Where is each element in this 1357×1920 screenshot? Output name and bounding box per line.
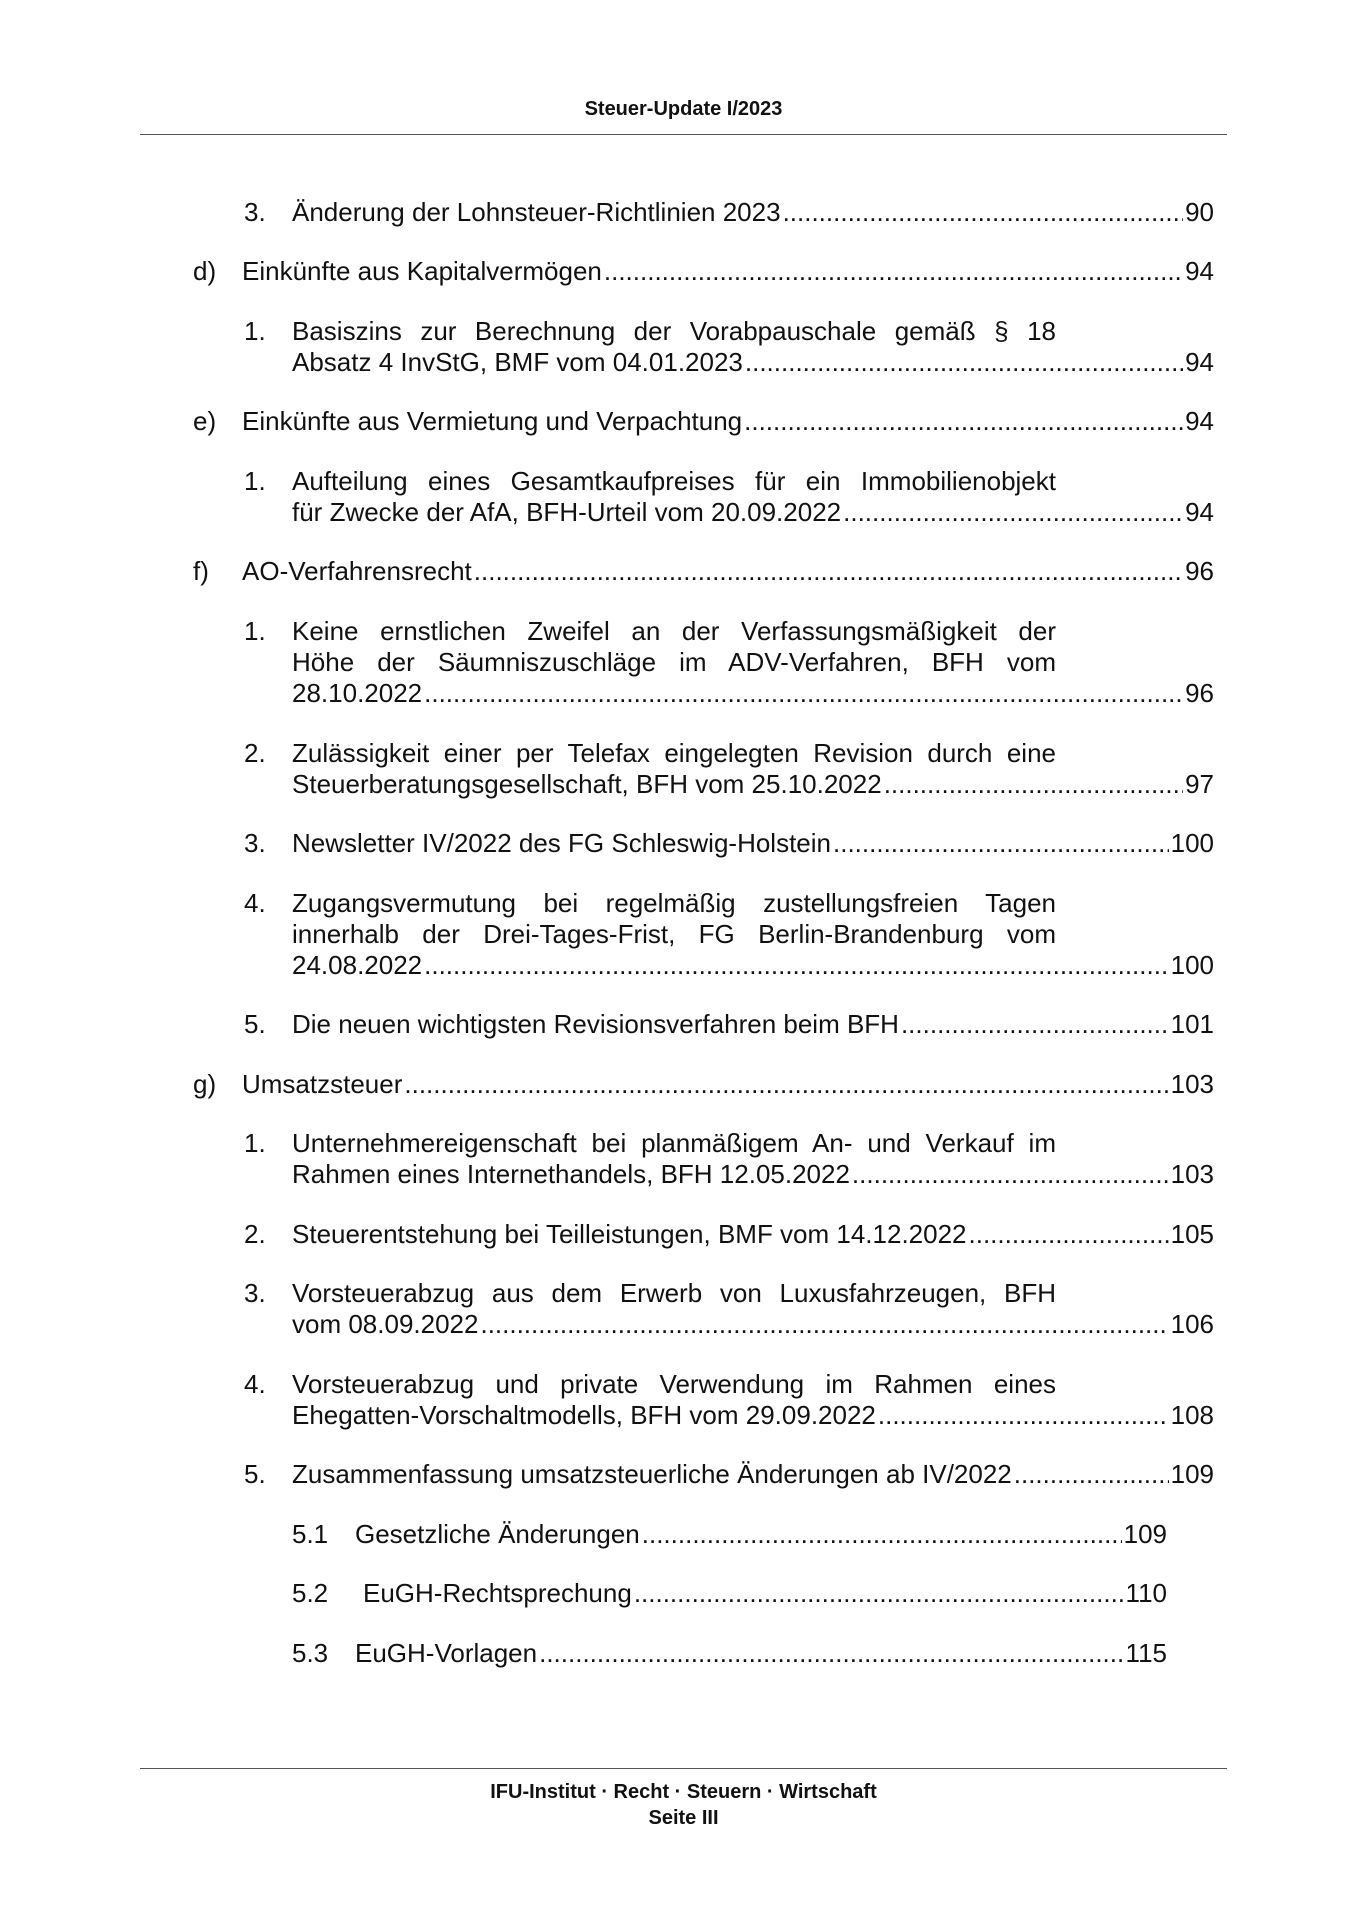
toc-subentry[interactable] [292,1519,1167,1550]
toc-entry-number: 2. [244,1219,266,1249]
toc-entry-title: Änderung der Lohnsteuer-Richtlinien 2023 [292,197,781,227]
toc-entry[interactable] [244,466,1214,528]
toc-entry-page: 100 [1170,828,1214,858]
toc-entry-title: EuGH-Rechtsprechung [363,1578,632,1608]
toc-entry-title: Zusammenfassung umsatzsteuerliche Änderungen ab IV/2022 [292,1459,1012,1489]
toc-entry-title-line: Höhe der Säumniszuschläge im ADV-Verfahren, BFH vom [292,647,1056,677]
toc-leader-dots [852,1159,1169,1190]
toc-leader-dots [884,769,1183,800]
toc-entry-title: Gesetzliche Änderungen [355,1519,640,1549]
toc-leader-dots [634,1578,1124,1609]
toc-entry-title-line: Vorsteuerabzug und private Verwendung im Rahmen eines [292,1369,1056,1399]
toc-entry[interactable] [244,1278,1214,1340]
footer-publisher: IFU-Institut · Recht · Steuern · Wirtschaft [490,1781,877,1803]
page-footer [140,1779,1227,1831]
toc-entry-number: 1. [244,466,266,496]
toc-entry-title-line: Basiszins zur Berechnung der Vorabpauschale gemäß § 18 [292,316,1056,346]
toc-entry-title-line: Zugangsvermutung bei regelmäßig zustellungsfreien Tagen [292,888,1056,918]
toc-entry-number: 3. [244,1278,266,1308]
toc-entry-page: 90 [1185,197,1214,227]
toc-entry-title-line: Zulässigkeit einer per Telefax eingelegten Revision durch eine [292,738,1056,768]
toc-entry-page: 100 [1170,950,1214,980]
toc-entry-title: für Zwecke der AfA, BFH-Urteil vom 20.09.2022 [292,497,842,527]
toc-leader-dots [969,1219,1169,1250]
toc-leader-dots [783,197,1184,228]
toc-entry-page: 109 [1123,1519,1167,1549]
toc-entry-title-line: Vorsteuerabzug aus dem Erwerb von Luxusfahrzeugen, BFH [292,1278,1056,1308]
toc-leader-dots [745,347,1183,378]
toc-entry-title: AO-Verfahrensrecht [242,556,472,586]
toc-entry-page: 105 [1170,1219,1214,1249]
toc-section[interactable] [193,1069,1214,1100]
toc-entry-page: 110 [1125,1578,1167,1608]
toc-entry[interactable] [244,1459,1214,1490]
toc-entry-page: 94 [1185,256,1214,286]
toc-entry-title: Absatz 4 InvStG, BMF vom 04.01.2023 [292,347,743,377]
toc-entry-title: Newsletter IV/2022 des FG Schleswig-Holstein [292,828,832,858]
toc-leader-dots [843,497,1183,528]
toc-leader-dots [744,406,1183,437]
toc-entry-title: 24.08.2022 [292,950,423,980]
toc-entry-title-line: innerhalb der Drei-Tages-Frist, FG Berlin-Brandenburg vom [292,919,1056,949]
toc-section-letter: e) [193,406,217,436]
toc-entry-title: Steuerentstehung bei Teilleistungen, BMF vom 14.12.2022 [292,1219,967,1249]
toc-entry-number: 1. [244,1128,266,1158]
toc-entry-title: Umsatzsteuer [242,1069,403,1099]
toc-entry-number: 1. [244,316,266,346]
toc-entry[interactable] [244,316,1214,378]
toc-entry-page: 94 [1185,406,1214,436]
toc-section[interactable] [193,406,1214,437]
toc-leader-dots [901,1009,1169,1040]
toc-entry[interactable] [244,1369,1214,1431]
toc-entry[interactable] [244,1219,1214,1250]
toc-entry-title: Steuerberatungsgesellschaft, BFH vom 25.10.2022 [292,769,882,799]
page-number: Seite III [648,1807,719,1829]
toc-leader-dots [480,1309,1168,1340]
toc-entry-number: 5.2 [292,1578,329,1608]
toc-entry-number: 3. [244,828,266,858]
toc-entry-title: Einkünfte aus Vermietung und Verpachtung [242,406,743,436]
toc-entry-number: 2. [244,738,266,768]
toc-leader-dots [1014,1459,1169,1490]
toc-leader-dots [833,828,1169,859]
toc-leader-dots [424,678,1183,709]
toc-section[interactable] [193,256,1214,287]
toc-leader-dots [642,1519,1122,1550]
toc-entry[interactable] [244,616,1214,709]
toc-entry-page: 115 [1125,1638,1167,1668]
toc-entry-page: 103 [1170,1159,1214,1189]
toc-entry-title-line: Unternehmereigenschaft bei planmäßigem An- und Verkauf im [292,1128,1056,1158]
header-rule [140,134,1227,135]
toc-entry-page: 106 [1170,1309,1214,1339]
toc-entry[interactable] [244,738,1214,800]
toc-entry-title: vom 08.09.2022 [292,1309,479,1339]
toc-entry[interactable] [244,1009,1214,1040]
toc-leader-dots [424,950,1168,981]
toc-section-letter: g) [193,1069,217,1099]
toc-entry-number: 4. [244,888,266,918]
toc-entry-title: Rahmen eines Internethandels, BFH 12.05.2022 [292,1159,850,1189]
toc-entry-title: EuGH-Vorlagen [355,1638,538,1668]
toc-entry[interactable] [244,1128,1214,1190]
toc-entry-page: 96 [1185,556,1214,586]
toc-leader-dots [474,556,1183,587]
toc-entry-number: 3. [244,197,266,227]
toc-leader-dots [539,1638,1123,1669]
toc-section-letter: d) [193,256,217,286]
toc-entry-number: 4. [244,1369,266,1399]
toc-entry[interactable] [244,888,1214,981]
toc-entry[interactable] [244,828,1214,859]
footer-rule [140,1768,1227,1769]
toc-entry-page: 97 [1185,769,1214,799]
toc-entry[interactable] [244,197,1214,228]
toc-entry-number: 5.1 [292,1519,329,1549]
toc-entry-page: 94 [1185,347,1214,377]
toc-entry-title: 28.10.2022 [292,678,423,708]
toc-leader-dots [404,1069,1168,1100]
toc-entry-page: 108 [1170,1400,1214,1430]
toc-entry-title: Einkünfte aus Kapitalvermögen [242,256,602,286]
toc-entry-title-line: Aufteilung eines Gesamtkaufpreises für ein Immobilienobjekt [292,466,1056,496]
toc-entry-title: Ehegatten-Vorschaltmodells, BFH vom 29.09.2022 [292,1400,876,1430]
toc-subentry[interactable] [292,1578,1167,1609]
toc-entry-number: 5. [244,1459,266,1489]
toc-entry-title-line: Keine ernstlichen Zweifel an der Verfassungsmäßigkeit der [292,616,1056,646]
toc-entry-page: 94 [1185,497,1214,527]
toc-entry-page: 96 [1185,678,1214,708]
toc-entry-page: 101 [1170,1009,1214,1039]
toc-leader-dots [878,1400,1169,1431]
toc-entry-number: 5. [244,1009,266,1039]
toc-entry-title: Die neuen wichtigsten Revisionsverfahren beim BFH [292,1009,899,1039]
page-header: Steuer-Update I/2023 [584,98,783,120]
toc-leader-dots [604,256,1183,287]
toc-section-letter: f) [193,556,209,586]
toc-entry-number: 1. [244,616,266,646]
toc-subentry[interactable] [292,1638,1167,1669]
toc-entry-page: 103 [1170,1069,1214,1099]
toc-section[interactable] [193,556,1214,587]
toc-entry-number: 5.3 [292,1638,329,1668]
toc-entry-page: 109 [1170,1459,1214,1489]
